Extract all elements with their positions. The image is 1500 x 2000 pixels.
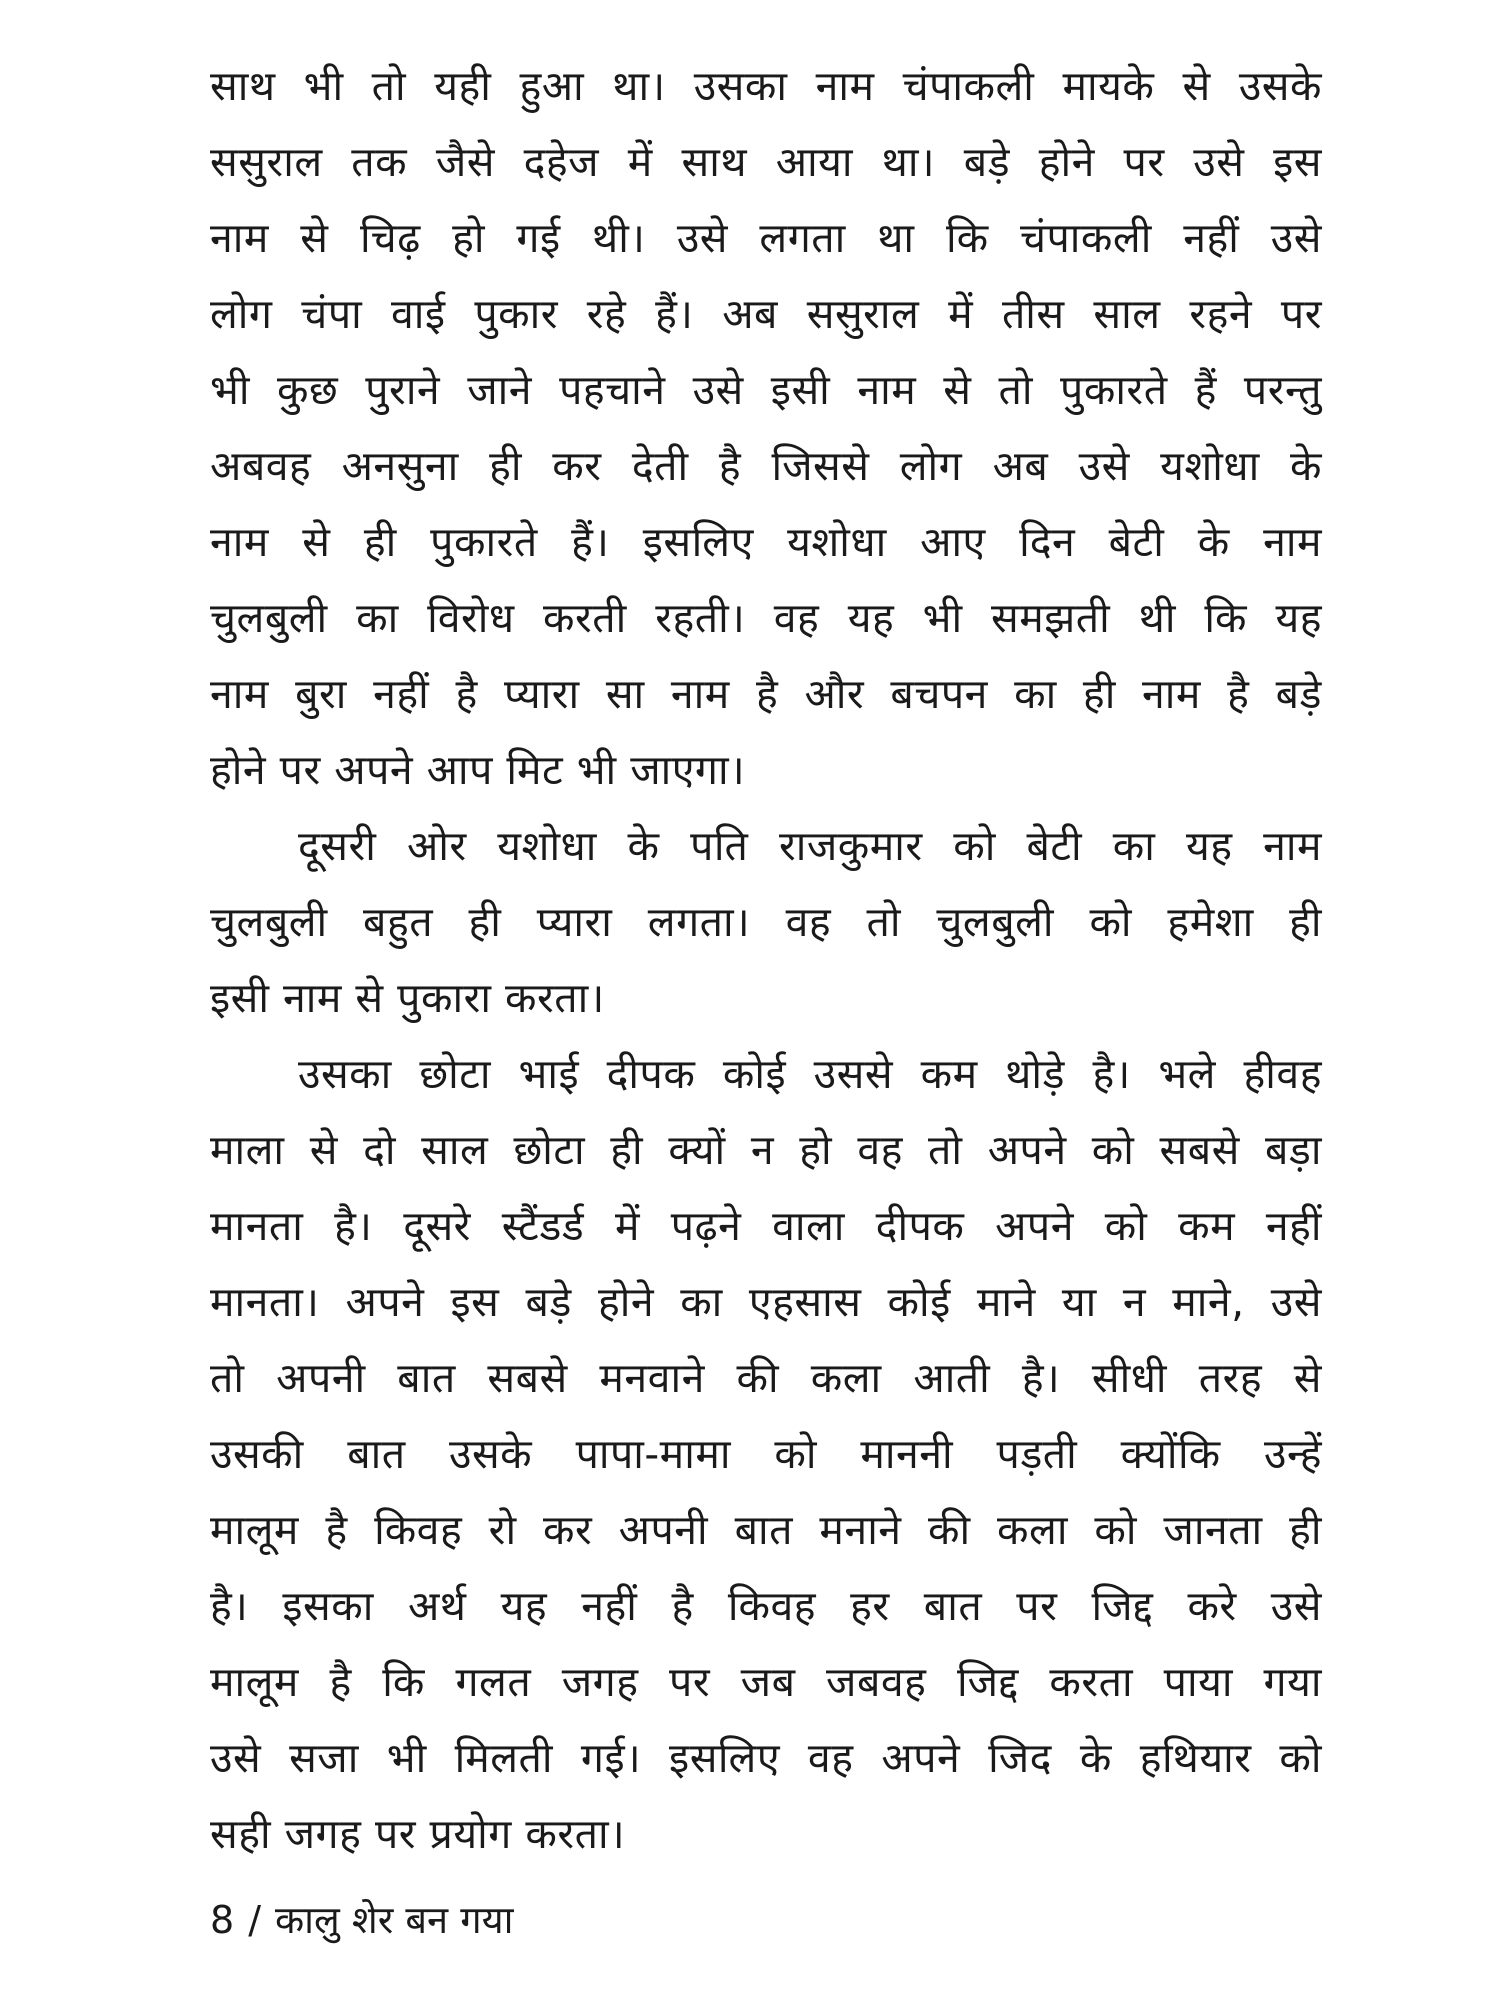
footer-separator: / xyxy=(248,1898,261,1942)
paragraph xyxy=(210,48,1322,808)
text-line: नाम से ही पुकारते हैं। इसलिए यशोधा आए दिन बेटी के नाम xyxy=(210,518,1322,566)
text-line: तो अपनी बात सबसे मनवाने की कला आती है। सीधी तरह से xyxy=(210,1354,1322,1402)
paragraph xyxy=(210,808,1322,1036)
text-line: माला से दो साल छोटा ही क्यों न हो वह तो अपने को सबसे बड़ा xyxy=(210,1126,1322,1174)
text-line: नाम बुरा नहीं है प्यारा सा नाम है और बचपन का ही नाम है बड़े xyxy=(210,670,1322,718)
book-title: कालु शेर बन गया xyxy=(275,1898,514,1942)
text-line: है। इसका अर्थ यह नहीं है किवह हर बात पर जिद्द करे उसे xyxy=(210,1582,1322,1630)
text-line: दूसरी ओर यशोधा के पति राजकुमार को बेटी का यह नाम xyxy=(298,822,1322,870)
text-line: चुलबुली का विरोध करती रहती। वह यह भी समझती थी कि यह xyxy=(210,594,1322,642)
text-line: लोग चंपा वाई पुकार रहे हैं। अब ससुराल में तीस साल रहने पर xyxy=(210,290,1322,338)
text-line: मालूम है कि गलत जगह पर जब जबवह जिद्द करता पाया गया xyxy=(210,1658,1322,1706)
body-text xyxy=(210,48,1322,1872)
text-line: चुलबुली बहुत ही प्यारा लगता। वह तो चुलबुली को हमेशा ही xyxy=(210,898,1322,946)
text-line: मानता है। दूसरे स्टैंडर्ड में पढ़ने वाला दीपक अपने को कम नहीं xyxy=(210,1202,1322,1250)
text-line: मानता। अपने इस बड़े होने का एहसास कोई माने या न माने, उसे xyxy=(210,1278,1322,1326)
text-line: उसे सजा भी मिलती गई। इसलिए वह अपने जिद के हथियार को xyxy=(210,1734,1322,1782)
text-line: सही जगह पर प्रयोग करता। xyxy=(210,1810,626,1858)
page-footer xyxy=(210,1895,513,1945)
text-line: भी कुछ पुराने जाने पहचाने उसे इसी नाम से तो पुकारते हैं परन्तु xyxy=(210,366,1322,414)
text-line: उसकी बात उसके पापा-मामा को माननी पड़ती क्योंकि उन्हें xyxy=(210,1430,1322,1478)
text-line: उसका छोटा भाई दीपक कोई उससे कम थोड़े है। भले हीवह xyxy=(298,1050,1322,1098)
text-line: अबवह अनसुना ही कर देती है जिससे लोग अब उसे यशोधा के xyxy=(210,442,1322,490)
page-number: 8 xyxy=(210,1898,235,1942)
text-line: नाम से चिढ़ हो गई थी। उसे लगता था कि चंपाकली नहीं उसे xyxy=(210,214,1322,262)
paragraph xyxy=(210,1036,1322,1872)
text-line: इसी नाम से पुकारा करता। xyxy=(210,974,605,1022)
text-line: मालूम है किवह रो कर अपनी बात मनाने की कला को जानता ही xyxy=(210,1506,1322,1554)
text-line: साथ भी तो यही हुआ था। उसका नाम चंपाकली मायके से उसके xyxy=(210,62,1322,110)
text-line: ससुराल तक जैसे दहेज में साथ आया था। बड़े होने पर उसे इस xyxy=(210,138,1322,186)
text-line: होने पर अपने आप मिट भी जाएगा। xyxy=(210,746,746,794)
